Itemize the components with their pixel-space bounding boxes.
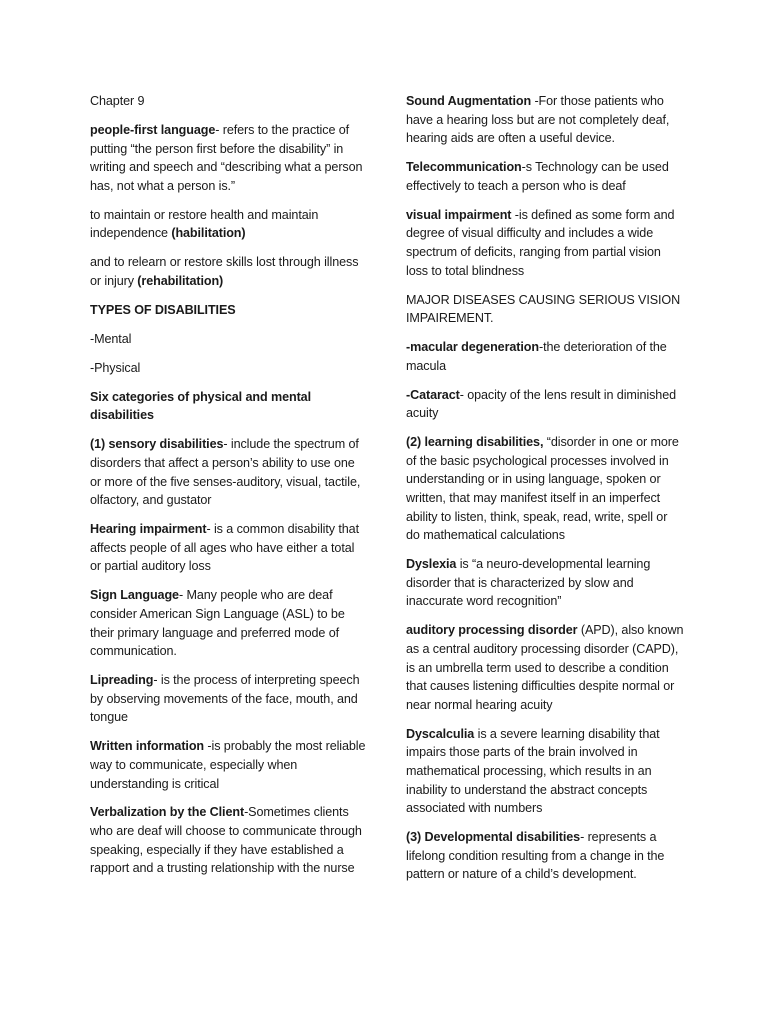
body-text: -is defined as some form and degree of visual difficulty and includes a wide spectrum of deficits, ranging from partial vision loss to total blindness <box>406 207 675 278</box>
bold-term: people-first language <box>90 122 216 137</box>
body-text: “disorder in one or more of the basic psychological processes involved in understanding or in using language, spoken or written, that may manifest itself in an imperfect ability to listen, think, speak, read, write, spell or do mathematical calculations <box>406 435 679 543</box>
right-paragraph-9 <box>406 621 684 714</box>
body-text: (APD), also known as a central auditory processing disorder (CAPD), is an umbrella term used to describe a condition that causes listening difficulties despite normal or near normal hearing acuity <box>406 623 684 712</box>
bold-term: (3) Developmental disabilities <box>406 830 581 845</box>
left-paragraph-10 <box>90 520 368 576</box>
body-text: -Physical <box>90 360 141 375</box>
left-paragraph-1 <box>90 92 368 111</box>
bold-term: Telecommunication <box>406 160 522 175</box>
body-text: is “a neuro-developmental learning disorder that is characterized by slow and inaccurate word recognition” <box>406 557 651 609</box>
bold-term: (rehabilitation) <box>137 273 224 288</box>
right-column <box>406 92 684 894</box>
body-text: to maintain or restore health and maintain independence <box>90 207 319 241</box>
left-paragraph-5 <box>90 301 368 320</box>
left-paragraph-13 <box>90 737 368 793</box>
body-text: is a severe learning disability that impairs those parts of the brain involved in mathematical processing, which results in an inability to understand the abstract concepts associated with numbers <box>406 726 660 816</box>
body-text: -is probably the most reliable way to communicate, especially when understanding is critical <box>90 739 366 791</box>
body-text: - refers to the practice of putting “the person first before the disability” in writing and speech and “describing what a person has, not what a person is.” <box>90 122 363 193</box>
body-text: MAJOR DISEASES CAUSING SERIOUS VISION IMPAIREMENT. <box>406 292 681 326</box>
body-text: -s Technology can be used effectively to teach a person who is deaf <box>406 160 669 193</box>
right-paragraph-1 <box>406 92 684 148</box>
right-paragraph-2 <box>406 158 684 195</box>
right-paragraph-8 <box>406 555 684 611</box>
right-paragraph-3 <box>406 206 684 280</box>
right-paragraph-11 <box>406 828 684 884</box>
body-text: -the deterioration of the macula <box>406 340 667 373</box>
left-paragraph-4 <box>90 253 368 290</box>
right-paragraph-4 <box>406 291 684 328</box>
left-paragraph-14 <box>90 803 368 877</box>
bold-term: Six categories of physical and mental disabilities <box>90 389 311 423</box>
left-paragraph-9 <box>90 435 368 509</box>
bold-term: Hearing impairment <box>90 522 207 537</box>
right-paragraph-6 <box>406 386 684 423</box>
bold-term: Sound Augmentation <box>406 94 532 108</box>
right-paragraph-7 <box>406 433 684 545</box>
left-paragraph-3 <box>90 206 368 243</box>
body-text: - represents a lifelong condition resulting from a change in the pattern or nature of a child’s development. <box>406 830 665 882</box>
right-paragraph-10 <box>406 725 684 818</box>
bold-term: Lipreading <box>90 673 154 688</box>
bold-term: TYPES OF DISABILITIES <box>90 302 236 317</box>
body-text: - Many people who are deaf consider American Sign Language (ASL) to be their primary language and preferred mode of communication. <box>90 588 345 659</box>
bold-term: Dyscalculia <box>406 726 475 741</box>
left-paragraph-7 <box>90 359 368 378</box>
bold-term: Sign Language <box>90 588 179 603</box>
left-paragraph-8 <box>90 388 368 425</box>
left-paragraph-11 <box>90 586 368 660</box>
bold-term: auditory processing disorder <box>406 623 578 638</box>
right-paragraph-5 <box>406 338 684 375</box>
body-text: - is the process of interpreting speech by observing movements of the face, mouth, and tongue <box>90 673 360 725</box>
bold-term: -Cataract <box>406 387 460 402</box>
bold-term: visual impairment <box>406 207 512 222</box>
body-text: - opacity of the lens result in diminished acuity <box>406 387 677 421</box>
body-text: - include the spectrum of disorders that affect a person’s ability to use one or more of the five senses-auditory, visual, tactile, olfactory, and gustator <box>90 437 361 508</box>
bold-term: (1) sensory disabilities <box>90 437 224 452</box>
body-text: -Sometimes clients who are deaf will choose to communicate through speaking, especially if they have established a rapport and a trusting relationship with the nurse <box>90 805 362 876</box>
body-text: and to relearn or restore skills lost through illness or injury <box>90 255 359 288</box>
bold-term: Written information <box>90 739 205 754</box>
bold-term: (2) learning disabilities, <box>406 435 547 450</box>
body-text: -For those patients who have a hearing loss but are not completely deaf, hearing aids are often a useful device. <box>406 94 670 146</box>
bold-term: Dyslexia <box>406 557 457 572</box>
left-paragraph-12 <box>90 671 368 727</box>
bold-term: -macular degeneration <box>406 340 539 355</box>
left-paragraph-6 <box>90 330 368 349</box>
left-paragraph-2 <box>90 121 368 195</box>
left-column <box>90 92 368 888</box>
body-text: - is a common disability that affects people of all ages who have either a total or partial auditory loss <box>90 522 359 574</box>
bold-term: Verbalization by the Client <box>90 805 245 820</box>
body-text: Chapter 9 <box>90 94 145 108</box>
body-text: -Mental <box>90 331 132 346</box>
bold-term: (habilitation) <box>171 226 246 241</box>
